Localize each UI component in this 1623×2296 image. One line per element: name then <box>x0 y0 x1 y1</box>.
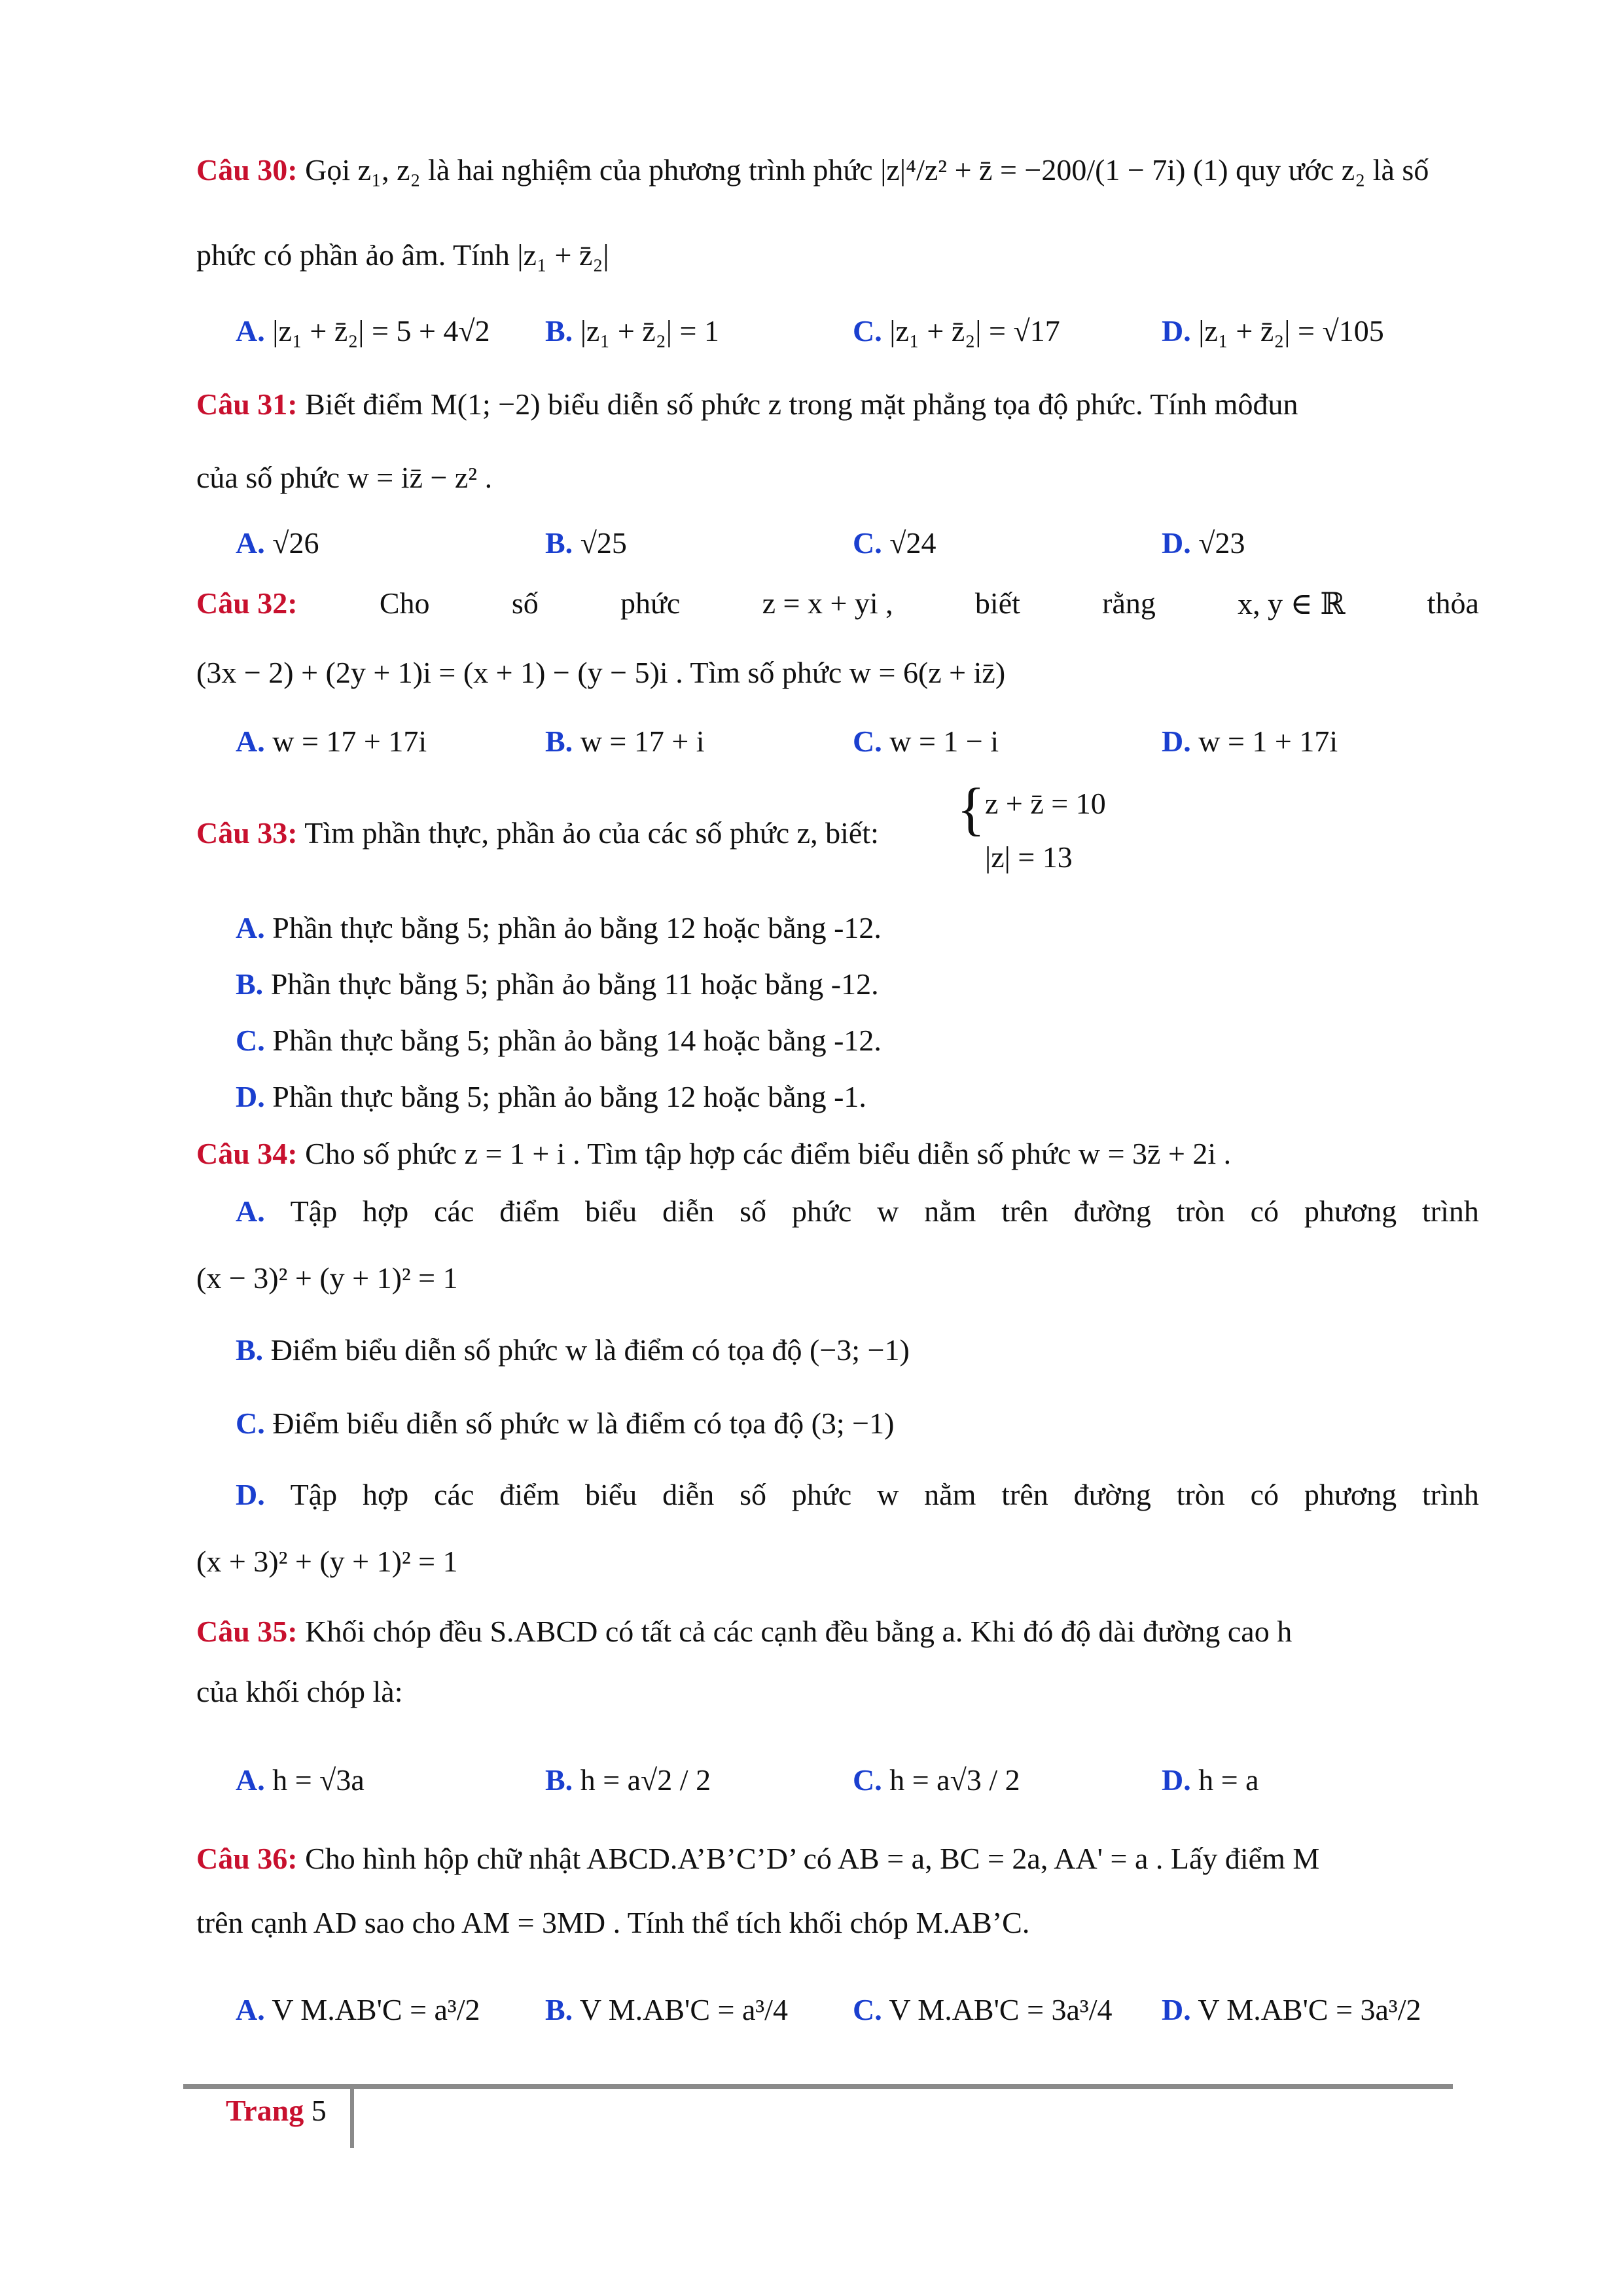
q33-option-a[interactable] <box>236 910 882 946</box>
word: w <box>877 1194 899 1228</box>
q36-text: Cho hình hộp chữ nhật ABCD.A’B’C’D’ có AB = a, BC = 2a, AA' = a . Lấy điểm M <box>305 1842 1320 1875</box>
option-letter: A. <box>236 1993 265 2026</box>
q33-system-eq1: z + z̄ = 10 <box>985 787 1106 820</box>
word: tròn <box>1176 1478 1225 1511</box>
word: trình <box>1422 1194 1479 1228</box>
option-text: V M.AB'C = 3a³/2 <box>1198 1993 1421 2026</box>
word: hợp <box>362 1194 409 1228</box>
option-text: √23 <box>1198 526 1245 560</box>
q32-label: Câu 32: <box>196 586 298 620</box>
word: điểm <box>499 1194 560 1228</box>
option-letter: A. <box>236 314 265 348</box>
option-letter: C. <box>853 1993 882 2026</box>
q32-option-a[interactable] <box>236 723 427 759</box>
option-letter: C. <box>236 1024 265 1057</box>
q35-label: Câu 35: <box>196 1615 298 1648</box>
q36-line2: trên cạnh AD sao cho AM = 3MD . Tính thể tích khối chóp M.AB’C. <box>196 1906 1030 1939</box>
option-text: w = 1 + 17i <box>1198 725 1338 758</box>
option-letter: D. <box>236 1478 265 1511</box>
q34-option-d[interactable] <box>236 1477 1479 1512</box>
option-text: Phần thực bằng 5; phần ảo bằng 12 hoặc bằng -12. <box>272 911 882 944</box>
q30-option-b[interactable] <box>545 313 719 349</box>
option-text: |z₁ + z̄₂| = 1 <box>580 314 719 348</box>
option-text: √26 <box>272 526 319 560</box>
word: phức <box>791 1194 852 1228</box>
q35-option-b[interactable] <box>545 1762 711 1798</box>
word: có <box>1250 1478 1279 1511</box>
footer-divider <box>350 2088 354 2148</box>
word: các <box>434 1478 474 1511</box>
option-text: V M.AB'C = a³/2 <box>272 1993 480 2026</box>
q35-text: Khối chóp đều S.ABCD có tất cả các cạnh đều bằng a. Khi đó độ dài đường cao h <box>305 1615 1293 1648</box>
word: diễn <box>662 1194 715 1228</box>
option-letter: D. <box>236 1080 265 1113</box>
word: có <box>1250 1194 1279 1228</box>
q31-option-b[interactable] <box>545 525 627 561</box>
footer-rule <box>183 2084 1453 2089</box>
q36-line1 <box>196 1840 1319 1876</box>
q32-line1 <box>196 586 1479 621</box>
q32-option-b[interactable] <box>545 723 705 759</box>
q35-line1 <box>196 1613 1292 1649</box>
option-letter: B. <box>545 314 573 348</box>
option-text: h = √3a <box>272 1763 365 1797</box>
q34-line1 <box>196 1136 1231 1172</box>
option-text: h = a <box>1198 1763 1259 1797</box>
word: đường <box>1073 1478 1151 1511</box>
option-letter: B. <box>545 725 573 758</box>
option-letter: A. <box>236 1763 265 1797</box>
page-label: Trang <box>226 2094 304 2127</box>
q33-line1 <box>196 815 879 851</box>
word: trình <box>1422 1478 1479 1511</box>
option-letter: A. <box>236 526 265 560</box>
option-letter: B. <box>236 967 264 1001</box>
word: rằng <box>1102 586 1156 620</box>
option-letter: C. <box>853 725 882 758</box>
q31-line2 <box>196 459 492 495</box>
word: các <box>434 1194 474 1228</box>
option-text: |z₁ + z̄₂| = √17 <box>889 314 1060 348</box>
option-letter: B. <box>545 1763 573 1797</box>
option-letter: B. <box>545 1993 573 2026</box>
q30-label: Câu 30: <box>196 153 298 187</box>
q30-line1 <box>196 152 1429 188</box>
q35-option-d[interactable] <box>1162 1762 1259 1798</box>
word: đường <box>1073 1194 1151 1228</box>
q35-option-c[interactable] <box>853 1762 1020 1798</box>
option-text: Điểm biểu diễn số phức w là điểm có tọa độ (−3; −1) <box>270 1333 910 1367</box>
word: phức <box>620 586 681 620</box>
option-letter: D. <box>1162 314 1191 348</box>
word: điểm <box>499 1478 560 1511</box>
q36-option-a[interactable] <box>236 1992 480 2028</box>
option-letter: B. <box>236 1333 264 1367</box>
option-letter: C. <box>853 314 882 348</box>
word: Tập <box>290 1194 338 1228</box>
q34-option-c[interactable] <box>236 1405 894 1441</box>
option-letter: A. <box>236 1194 265 1228</box>
option-text: Phần thực bằng 5; phần ảo bằng 12 hoặc bằng -1. <box>272 1080 866 1113</box>
q32-text-2: (3x − 2) + (2y + 1)i = (x + 1) − (y − 5)i . Tìm số phức w = 6(z + iz̄) <box>196 656 1006 689</box>
q30-option-d[interactable] <box>1162 313 1384 349</box>
word: x, y ∈ ℝ <box>1238 587 1346 620</box>
option-letter: B. <box>545 526 573 560</box>
option-text: w = 1 − i <box>889 725 999 758</box>
option-letter: A. <box>236 911 265 944</box>
q32-option-c[interactable] <box>853 723 999 759</box>
q33-system-eq2: |z| = 13 <box>985 840 1073 874</box>
q31-line1 <box>196 386 1298 422</box>
word: phương <box>1304 1194 1397 1228</box>
word: z = x + yi , <box>762 586 893 620</box>
word: số <box>740 1194 767 1228</box>
system-brace: { <box>957 777 986 842</box>
q34-option-d-equation: (x + 3)² + (y + 1)² = 1 <box>196 1545 458 1578</box>
q36-option-d[interactable] <box>1162 1992 1421 2028</box>
q30-option-a[interactable] <box>236 313 490 349</box>
q34-text: Cho số phức z = 1 + i . Tìm tập hợp các điểm biểu diễn số phức w = 3z̄ + 2i . <box>305 1137 1232 1170</box>
q31-option-a[interactable] <box>236 525 319 561</box>
word: trên <box>1001 1478 1048 1511</box>
q36-label: Câu 36: <box>196 1842 298 1875</box>
q36-option-c[interactable] <box>853 1992 1113 2028</box>
option-letter: C. <box>853 526 882 560</box>
option-text: w = 17 + i <box>580 725 705 758</box>
word: số <box>740 1478 767 1511</box>
option-text: √24 <box>889 526 936 560</box>
q31-text-2: của số phức w = iz̄ − z² . <box>196 461 493 494</box>
page-number: 5 <box>311 2094 327 2127</box>
option-text: w = 17 + 17i <box>272 725 427 758</box>
q31-label: Câu 31: <box>196 387 298 421</box>
option-text: |z₁ + z̄₂| = 5 + 4√2 <box>272 314 490 348</box>
q34-option-b[interactable] <box>236 1332 910 1368</box>
word: biểu <box>585 1478 637 1511</box>
option-letter: C. <box>236 1407 265 1440</box>
word: biểu <box>585 1194 637 1228</box>
word: trên <box>1001 1194 1048 1228</box>
option-text: √25 <box>580 526 627 560</box>
word: tròn <box>1176 1194 1225 1228</box>
q32-line2 <box>196 655 1005 691</box>
q34-option-a[interactable] <box>236 1194 1479 1229</box>
q31-option-d[interactable] <box>1162 525 1245 561</box>
option-text: h = a√3 / 2 <box>889 1763 1020 1797</box>
word: phức <box>791 1478 852 1511</box>
word: Tập <box>290 1478 338 1511</box>
q32-option-d[interactable] <box>1162 723 1338 759</box>
q36-option-b[interactable] <box>545 1992 788 2028</box>
option-text: Điểm biểu diễn số phức w là điểm có tọa độ (3; −1) <box>272 1407 895 1440</box>
q34-label: Câu 34: <box>196 1137 298 1170</box>
option-text: Phần thực bằng 5; phần ảo bằng 11 hoặc bằng -12. <box>270 967 879 1001</box>
option-letter: C. <box>853 1763 882 1797</box>
option-text: |z₁ + z̄₂| = √105 <box>1198 314 1384 348</box>
q35-option-a[interactable] <box>236 1762 365 1798</box>
word: số <box>511 586 539 620</box>
q30-line2 <box>196 237 609 273</box>
word: biết <box>974 586 1020 620</box>
q31-option-c[interactable] <box>853 525 936 561</box>
word: w <box>877 1478 899 1511</box>
option-text: V M.AB'C = a³/4 <box>579 1993 788 2026</box>
word: hợp <box>362 1478 409 1511</box>
q33-option-c[interactable] <box>236 1022 882 1058</box>
q33-text: Tìm phần thực, phần ảo của các số phức z, biết: <box>304 816 879 850</box>
q31-text: Biết điểm M(1; −2) biểu diễn số phức z trong mặt phẳng tọa độ phức. Tính môđun <box>305 387 1298 421</box>
q33-option-d[interactable] <box>236 1079 866 1115</box>
option-letter: A. <box>236 725 265 758</box>
q30-text: Gọi z₁, z₂ là hai nghiệm của phương trình phức |z|⁴/z² + z̄ = −200/(1 − 7i) (1) quy ước z₂ là số <box>305 153 1429 187</box>
option-letter: D. <box>1162 526 1191 560</box>
q33-option-b[interactable] <box>236 966 879 1002</box>
q30-text-2: phức có phần ảo âm. Tính |z₁ + z̄₂| <box>196 238 609 272</box>
word: nằm <box>924 1478 976 1511</box>
word: phương <box>1304 1478 1397 1511</box>
word: nằm <box>924 1194 976 1228</box>
option-letter: D. <box>1162 1763 1191 1797</box>
option-text: h = a√2 / 2 <box>580 1763 711 1797</box>
option-text: V M.AB'C = 3a³/4 <box>889 1993 1113 2026</box>
word: Cho <box>379 586 430 620</box>
word: diễn <box>662 1478 715 1511</box>
option-letter: D. <box>1162 725 1191 758</box>
q30-option-c[interactable] <box>853 313 1060 349</box>
option-text: Phần thực bằng 5; phần ảo bằng 14 hoặc bằng -12. <box>272 1024 882 1057</box>
q35-line2: của khối chóp là: <box>196 1675 403 1708</box>
word: thỏa <box>1427 586 1479 620</box>
option-letter: D. <box>1162 1993 1191 2026</box>
q34-option-a-equation: (x − 3)² + (y + 1)² = 1 <box>196 1261 458 1295</box>
footer-page-indicator <box>226 2093 327 2128</box>
q33-label: Câu 33: <box>196 816 298 850</box>
